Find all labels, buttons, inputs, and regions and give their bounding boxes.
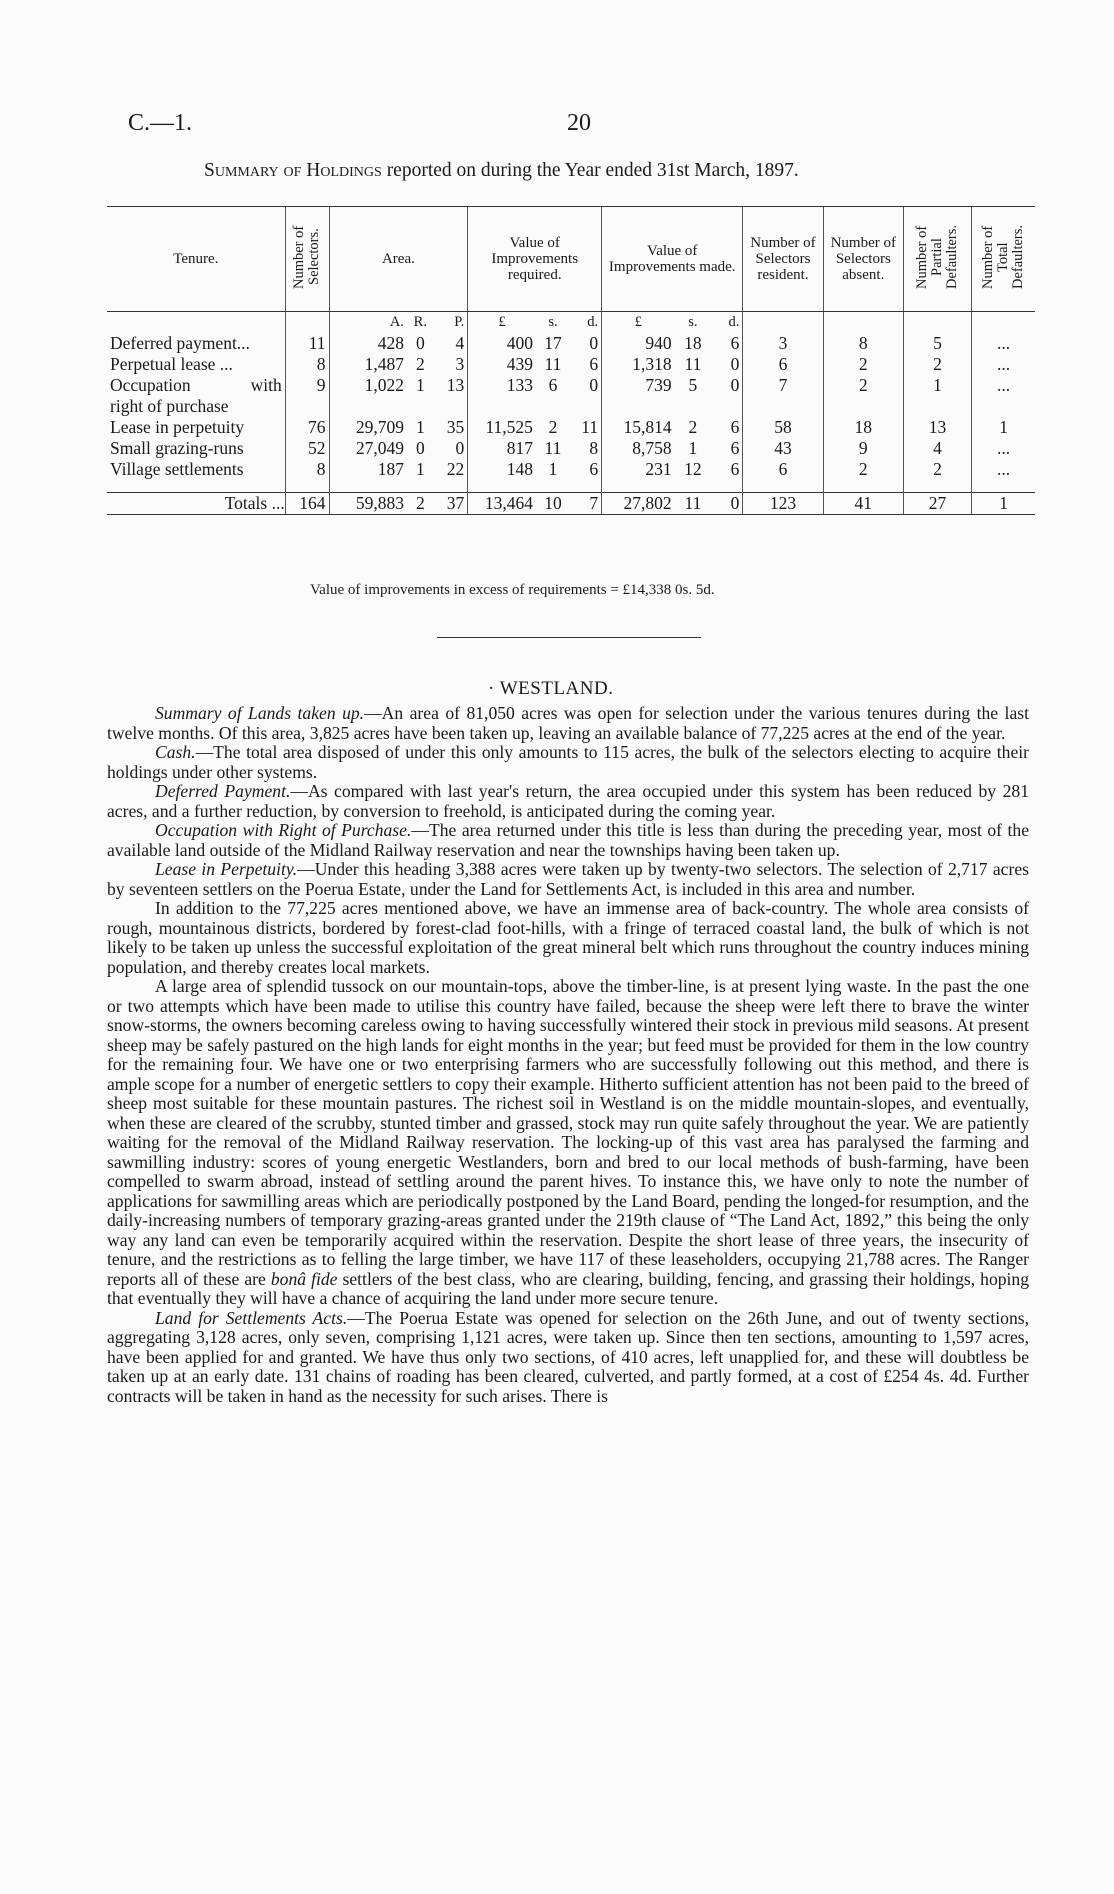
area-perches-cell: 22 <box>446 459 465 479</box>
partial-defaulters-cell: 27 <box>903 493 971 515</box>
absent-cell: 2 <box>823 354 903 375</box>
area-acres-cell: 1,487 <box>329 354 407 375</box>
col-absent: Number of Selectors absent. <box>823 207 903 312</box>
paragraph-text: —The Poerua Estate was opened for selection on the 26th June, and out of twenty sections, aggregating 3,128 acres, only seven, comprising 1,121 acres, were taken up. Since then ten sections, amounting to 1,597 acres, have been applied for and granted. We have thus only two sections, of 410 acres, left unapplied for, and these will doubtless be taken up at an early date. 131 chains of roading has been cleared, culverted, and partly formed, at a cost of £254 4s. 4d. Further contracts will be taken in hand as the necessity for such arises. There is <box>107 1307 1029 1406</box>
paragraph <box>107 782 1029 821</box>
made-shillings-cell: 5 <box>688 375 698 395</box>
area-roods-cell: 1 <box>415 417 425 437</box>
area-perches-cell: 0 <box>455 438 465 458</box>
total-defaulters-cell: ... <box>972 375 1035 417</box>
absent-cell: 2 <box>823 375 903 417</box>
made-pence-cell: 6 <box>730 459 740 479</box>
body-text <box>107 704 1029 1406</box>
total-defaulters-cell: ... <box>972 333 1035 354</box>
area-roods-cell: 0 <box>415 438 425 458</box>
required-shillings-cell: 11 <box>544 438 562 458</box>
paragraph-text: —The total area disposed of under this only amounts to 115 acres, the bulk of the selectors electing to acquire their holdings under other systems. <box>107 742 1029 782</box>
paragraph-lead: Occupation with Right of Purchase. <box>155 820 412 840</box>
paragraph-text: In addition to the 77,225 acres mentioned above, we have an immense area of back-country. The whole area consists of rough, mountainous districts, bordered by forest-clad foot-hills, with a fringe of terraced coastal land, the bulk of which is not likely to be taken up unless the successful exploitation of the great mineral belt which runs throughout the country induces mining population, and thereby creates local markets. <box>107 898 1029 977</box>
absent-cell: 41 <box>823 493 903 515</box>
made-pence-cell: 0 <box>730 375 740 395</box>
col-partial-defaulters: Number of Partial Defaulters. <box>903 207 971 312</box>
required-pounds-cell: 11,525 <box>468 417 536 438</box>
totals-row <box>107 493 1035 515</box>
paragraph-text: —An area of 81,050 acres was open for selection under the various tenures during the last twelve months. Of this area, 3,825 acres have been taken up, leaving an available balance of 77,225 acres at the end of the year. <box>107 703 1029 743</box>
selectors-cell: 9 <box>285 375 329 417</box>
made-shillings-cell: 11 <box>684 354 702 374</box>
partial-defaulters-cell: 5 <box>903 333 971 354</box>
area-perches-cell: 35 <box>446 417 465 437</box>
required-shillings-cell: 11 <box>544 354 562 374</box>
area-acres-cell: 428 <box>329 333 407 354</box>
table-title-lead: Summary of Holdings <box>204 160 382 181</box>
section-divider <box>437 637 701 638</box>
required-pence-cell: 0 <box>589 375 599 395</box>
col-resident: Number of Selectors resident. <box>743 207 823 312</box>
total-defaulters-cell: ... <box>972 438 1035 459</box>
selectors-cell: 8 <box>285 459 329 493</box>
table-row <box>107 333 1035 354</box>
unit-pounds: £ <box>468 312 536 334</box>
col-area: Area. <box>329 207 468 312</box>
area-roods-cell: 2 <box>407 493 434 515</box>
tenure-cell: Deferred payment... <box>110 333 250 353</box>
made-shillings-cell: 12 <box>684 459 702 479</box>
paragraph-lead: Deferred Payment. <box>155 781 291 801</box>
area-acres-cell: 187 <box>329 459 407 493</box>
unit-roods: R. <box>413 314 427 330</box>
holdings-table <box>107 206 1035 515</box>
area-acres-cell: 59,883 <box>329 493 407 515</box>
tenure-cell: Small grazing-runs <box>110 438 244 458</box>
area-roods-cell: 1 <box>415 375 425 395</box>
area-acres-cell: 1,022 <box>329 375 407 417</box>
total-defaulters-cell: 1 <box>972 493 1035 515</box>
report-code: C.—1. <box>128 110 193 136</box>
required-pounds-cell: 133 <box>468 375 536 417</box>
selectors-cell: 11 <box>285 333 329 354</box>
made-pence-cell: 6 <box>730 333 740 353</box>
tenure-text: right of purchase <box>110 396 229 416</box>
paragraph-text: A large area of splendid tussock on our mountain-tops, above the timber-line, is at present lying waste. In the past the one or two attempts which have been made to utilise this country have failed, because the sheep were left there to brave the winter snow-storms, the owners becoming careless owing to having successfully wintered their stock in previous mild seasons. At present sheep may be safely pastured on the high lands for eight months in the year; but feed must be provided for them in the low country for the remaining four. We have one or two enterprising farmers who are successfully following out this method, and there is ample scope for a number of energetic settlers to copy their example. Hitherto sufficient attention has not been paid to the breed of sheep most suitable for these mountain pastures. The richest soil in Westland is on the middle mountain-slopes, and eventually, when these are cleared of the scrubby, stunted timber and grassed, stock may run quite safely throughout the year. We are patiently waiting for the removal of the Midland Railway reservation. The locking-up of this vast area has paralysed the farming and sawmilling industry: scores of young energetic Westlanders, born and bred to our local methods of bush-farming, have been compelled to swarm abroad, instead of settling around the parent hives. To instance this, we have only to note the number of applications for sawmilling areas which are periodically postponed by the Land Board, pending the longed-for resumption, and the daily-increasing numbers of temporary grazing-areas granted under the 219th clause of “The Land Act, 1892,” this being the only way any land can even be temporarily acquired within the reservation. Despite the short lease of three years, the insecurity of tenure, and the restrictions as to felling the large timber, we have 117 of these leaseholders, occupying 21,788 acres. The Ranger reports all of these are <box>107 976 1029 1289</box>
paragraph-text: settlers of the best class, who are clearing, building, fencing, and grassing their holdings, hoping that eventually they will have a chance of acquiring the land under more secure tenure. <box>107 1268 1030 1308</box>
area-roods-cell: 1 <box>415 459 425 479</box>
paragraph-text: —Under this heading 3,388 acres were taken up by twenty-two selectors. The selection of 2,717 acres by seventeen settlers on the Poerua Estate, under the Land for Settlements Act, is included in this area and number. <box>107 859 1029 899</box>
area-perches-cell: 37 <box>434 493 468 515</box>
required-pence-cell: 11 <box>581 417 599 437</box>
paragraph <box>107 821 1029 860</box>
paragraph-italic: bonâ fide <box>270 1268 338 1289</box>
tenure-cell <box>107 375 285 417</box>
paragraph-lead: Cash. <box>155 742 196 762</box>
made-pence-cell: 6 <box>730 417 740 437</box>
area-perches-cell: 13 <box>446 375 465 395</box>
partial-defaulters-cell: 2 <box>903 459 971 493</box>
resident-cell: 43 <box>743 438 823 459</box>
total-defaulters-cell: 1 <box>972 417 1035 438</box>
made-pence-cell: 0 <box>711 493 743 515</box>
tenure-text: with <box>250 375 282 395</box>
made-shillings-cell: 11 <box>675 493 712 515</box>
area-perches-cell: 4 <box>455 333 465 353</box>
tenure-cell: Village settlements <box>110 459 244 479</box>
required-pounds-cell: 439 <box>468 354 536 375</box>
table-title-rest: reported on during the Year ended 31st March, 1897. <box>381 160 799 181</box>
paragraph <box>107 704 1029 743</box>
selectors-cell: 164 <box>285 493 329 515</box>
required-pounds-cell: 400 <box>468 333 536 354</box>
partial-defaulters-cell: 1 <box>903 375 971 417</box>
required-pounds-cell: 148 <box>468 459 536 493</box>
made-pounds-cell: 1,318 <box>602 354 675 375</box>
made-shillings-cell: 18 <box>684 333 702 353</box>
area-acres-cell: 27,049 <box>329 438 407 459</box>
absent-cell: 9 <box>823 438 903 459</box>
resident-cell: 7 <box>743 375 823 417</box>
excess-note: Value of improvements in excess of requirements = £14,338 0s. 5d. <box>310 582 715 598</box>
made-pence-cell: 0 <box>730 354 740 374</box>
paragraph-text: —The area returned under this title is less than during the preceding year, most of the available land outside of the Midland Railway reservation and near the townships having been taken up. <box>107 820 1030 860</box>
made-pounds-cell: 739 <box>602 375 675 417</box>
table-row <box>107 459 1035 493</box>
resident-cell: 6 <box>743 354 823 375</box>
paragraph-lead: Land for Settlements Acts. <box>155 1307 348 1328</box>
paragraph <box>107 860 1029 899</box>
required-pounds-cell: 13,464 <box>468 493 536 515</box>
units-row <box>107 312 1035 334</box>
paragraph <box>107 743 1029 782</box>
unit-shillings: s. <box>688 314 698 330</box>
absent-cell: 18 <box>823 417 903 438</box>
col-imp-required: Value of Improvements required. <box>468 207 602 312</box>
tenure-cell: Perpetual lease ... <box>110 354 233 374</box>
required-shillings-cell: 1 <box>548 459 558 479</box>
paragraph <box>107 1309 1029 1407</box>
paragraph-text: —As compared with last year's return, the area occupied under this system has been reduced by 281 acres, and a further reduction, by conversion to freehold, is anticipated during the coming year. <box>107 781 1029 821</box>
unit-shillings: s. <box>548 314 558 330</box>
made-shillings-cell: 1 <box>688 438 698 458</box>
area-roods-cell: 0 <box>415 333 425 353</box>
made-pounds-cell: 8,758 <box>602 438 675 459</box>
made-pounds-cell: 231 <box>602 459 675 493</box>
area-acres-cell: 29,709 <box>329 417 407 438</box>
partial-defaulters-cell: 13 <box>903 417 971 438</box>
table-row <box>107 354 1035 375</box>
paragraph-lead: Lease in Perpetuity. <box>155 859 298 879</box>
col-imp-made: Value of Improvements made. <box>602 207 743 312</box>
made-pounds-cell: 27,802 <box>602 493 675 515</box>
table-title <box>204 160 964 182</box>
absent-cell: 2 <box>823 459 903 493</box>
unit-acres: A. <box>329 312 407 334</box>
tenure-cell: Lease in perpetuity <box>110 417 245 437</box>
required-pounds-cell: 817 <box>468 438 536 459</box>
required-pence-cell: 7 <box>570 493 602 515</box>
paragraph-lead: Summary of Lands taken up. <box>155 703 365 723</box>
total-defaulters-cell: ... <box>972 354 1035 375</box>
made-pounds-cell: 940 <box>602 333 675 354</box>
partial-defaulters-cell: 4 <box>903 438 971 459</box>
made-pence-cell: 6 <box>730 438 740 458</box>
resident-cell: 58 <box>743 417 823 438</box>
table-row <box>107 375 1035 417</box>
resident-cell: 3 <box>743 333 823 354</box>
table-row <box>107 417 1035 438</box>
made-pounds-cell: 15,814 <box>602 417 675 438</box>
required-pence-cell: 8 <box>589 438 599 458</box>
section-title: · WESTLAND. <box>488 678 614 699</box>
total-defaulters-cell: ... <box>972 459 1035 493</box>
table-header-row <box>107 207 1035 312</box>
col-total-defaulters: Number of Total Defaulters. <box>972 207 1035 312</box>
partial-defaulters-cell: 2 <box>903 354 971 375</box>
page-number: 20 <box>567 110 591 136</box>
tenure-text: Occupation <box>110 375 191 395</box>
selectors-cell: 76 <box>285 417 329 438</box>
unit-pence: d. <box>587 314 599 330</box>
required-pence-cell: 6 <box>589 354 599 374</box>
totals-label: Totals ... <box>107 493 285 515</box>
col-tenure: Tenure. <box>107 207 285 312</box>
required-shillings-cell: 6 <box>548 375 558 395</box>
required-shillings-cell: 10 <box>536 493 570 515</box>
selectors-cell: 52 <box>285 438 329 459</box>
made-shillings-cell: 2 <box>688 417 698 437</box>
selectors-cell: 8 <box>285 354 329 375</box>
required-pence-cell: 6 <box>589 459 599 479</box>
paragraph <box>107 977 1029 1309</box>
area-perches-cell: 3 <box>455 354 465 374</box>
required-pence-cell: 0 <box>589 333 599 353</box>
required-shillings-cell: 17 <box>544 333 562 353</box>
resident-cell: 6 <box>743 459 823 493</box>
unit-perches: P. <box>454 314 465 330</box>
unit-pounds: £ <box>602 312 675 334</box>
unit-pence: d. <box>728 314 740 330</box>
paragraph <box>107 899 1029 977</box>
resident-cell: 123 <box>743 493 823 515</box>
area-roods-cell: 2 <box>415 354 425 374</box>
col-selectors: Number of Selectors. <box>285 207 329 312</box>
absent-cell: 8 <box>823 333 903 354</box>
required-shillings-cell: 2 <box>548 417 558 437</box>
table-row <box>107 438 1035 459</box>
